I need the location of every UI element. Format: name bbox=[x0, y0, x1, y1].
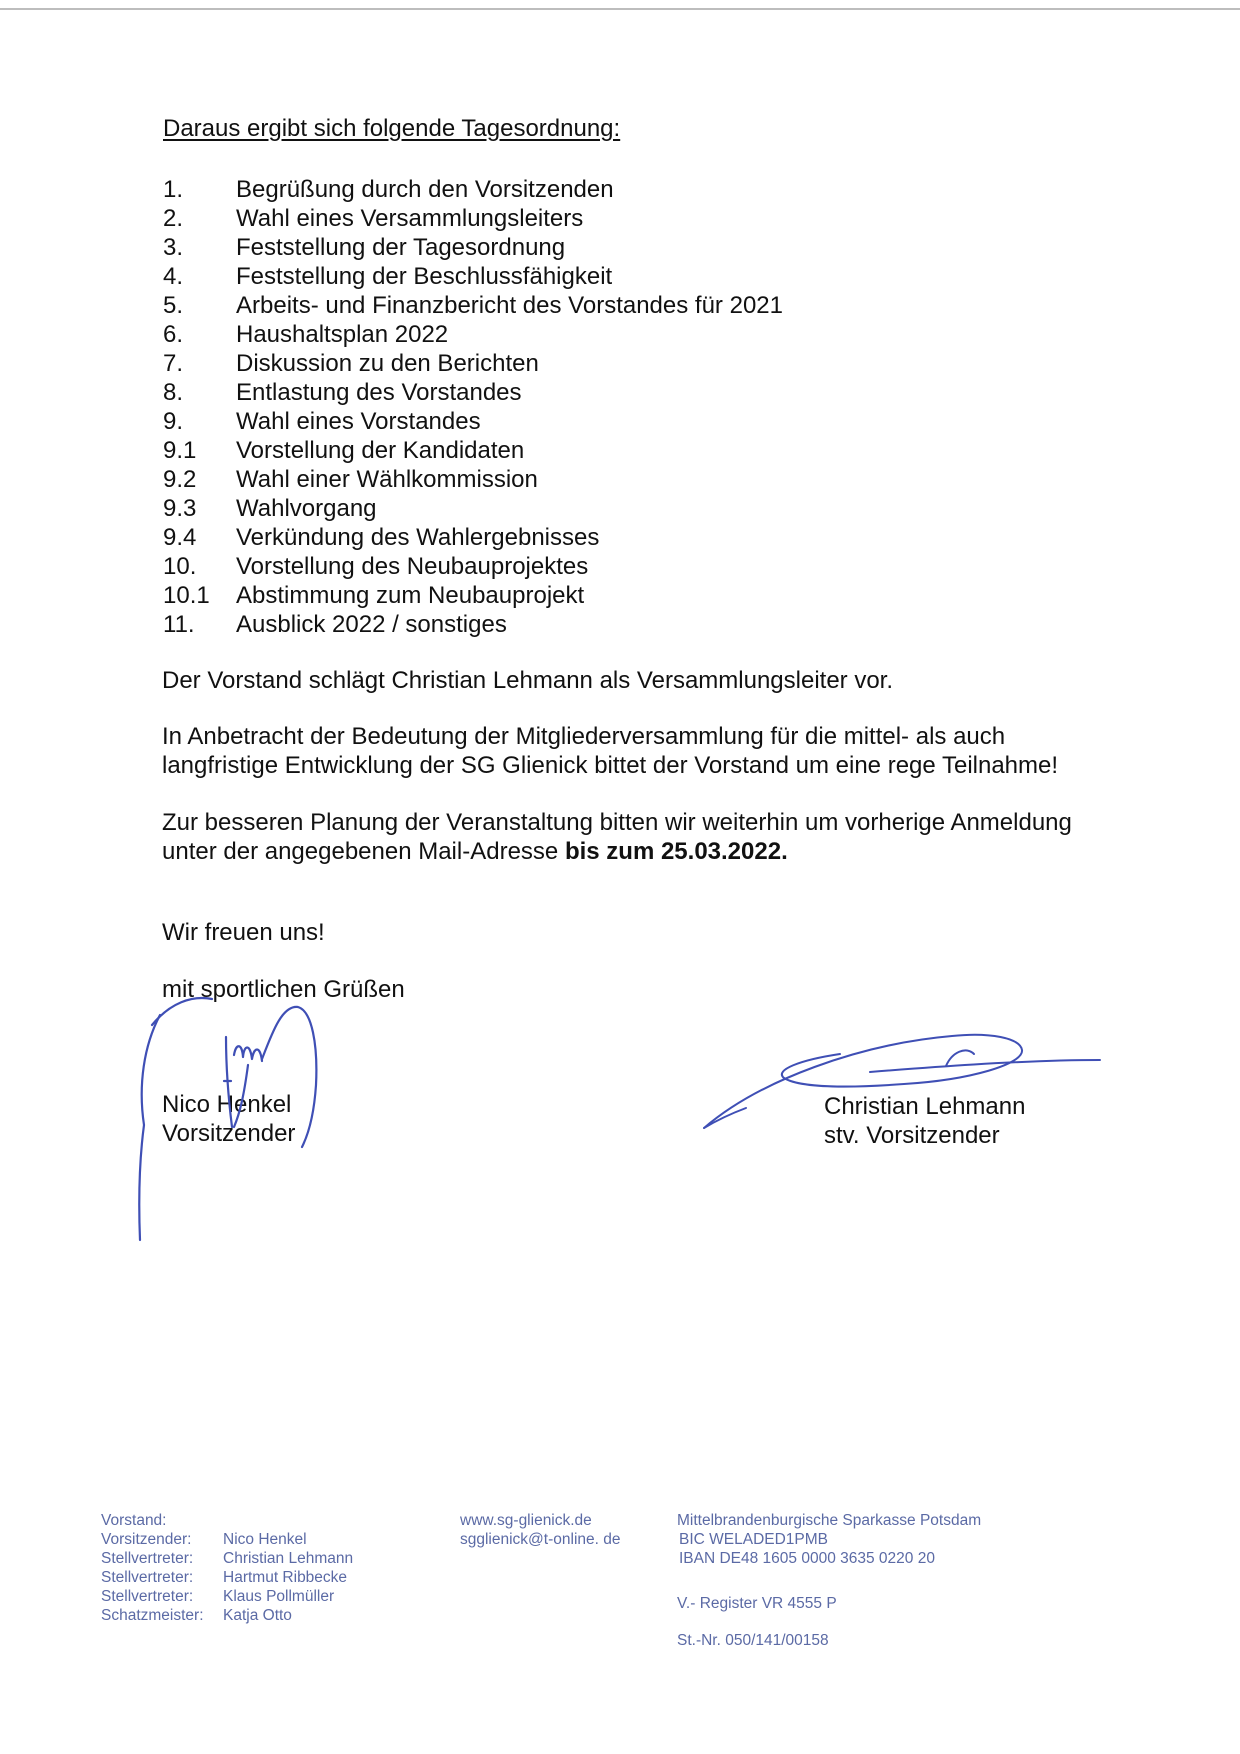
agenda-item-text: Wahl eines Versammlungsleiters bbox=[236, 205, 584, 232]
agenda-item bbox=[163, 465, 783, 494]
agenda-item bbox=[163, 523, 783, 552]
footer-board-role: Stellvertreter: bbox=[101, 1569, 194, 1586]
agenda-item bbox=[163, 262, 783, 291]
agenda-item-number: 9. bbox=[163, 408, 184, 435]
agenda-item-number: 8. bbox=[163, 379, 184, 406]
agenda-item-text: Feststellung der Beschlussfähigkeit bbox=[236, 263, 613, 290]
agenda-item bbox=[163, 436, 783, 465]
footer-board-label: Vorstand: bbox=[101, 1512, 167, 1529]
agenda-item-text: Ausblick 2022 / sonstiges bbox=[236, 611, 507, 638]
agenda-item-number: 11. bbox=[163, 611, 195, 638]
agenda-item-text: Wahl eines Vorstandes bbox=[236, 408, 481, 435]
footer-board-name: Christian Lehmann bbox=[223, 1550, 354, 1567]
footer-board bbox=[101, 1511, 353, 1625]
agenda-item-number: 9.2 bbox=[163, 466, 197, 493]
agenda-item-text: Wahl einer Wählkommission bbox=[236, 466, 538, 493]
footer-bic: BIC WELADED1PMB bbox=[679, 1531, 829, 1548]
footer-website: www.sg-glienick.de bbox=[460, 1512, 592, 1529]
agenda-item-number: 1. bbox=[163, 176, 184, 203]
agenda-item bbox=[163, 407, 783, 436]
footer-bank bbox=[677, 1511, 981, 1568]
greeting-line: mit sportlichen Grüßen bbox=[162, 976, 405, 1003]
agenda-item bbox=[163, 610, 783, 639]
registration-line bbox=[162, 837, 1072, 866]
agenda-item-number: 5. bbox=[163, 292, 184, 319]
registration-paragraph bbox=[162, 808, 1072, 866]
importance-paragraph bbox=[162, 722, 1058, 780]
agenda-item-text: Wahlvorgang bbox=[236, 495, 377, 522]
signatory-name: Nico Henkel bbox=[162, 1091, 292, 1118]
agenda-item-text: Haushaltsplan 2022 bbox=[236, 321, 449, 348]
signatory-name: Christian Lehmann bbox=[824, 1093, 1026, 1120]
agenda-item-number: 7. bbox=[163, 350, 184, 377]
signature-henkel-icon bbox=[130, 985, 340, 1245]
agenda-item bbox=[163, 320, 783, 349]
footer-board-name: Hartmut Ribbecke bbox=[223, 1569, 348, 1586]
footer-contact bbox=[460, 1511, 621, 1549]
footer-tax-number: St.-Nr. 050/141/00158 bbox=[677, 1632, 829, 1649]
agenda-list bbox=[163, 175, 783, 639]
agenda-item bbox=[163, 204, 783, 233]
closing-line: Wir freuen uns! bbox=[162, 919, 325, 946]
agenda-item bbox=[163, 494, 783, 523]
agenda-item bbox=[163, 552, 783, 581]
agenda-item-number: 10. bbox=[163, 553, 197, 580]
footer-board-name: Nico Henkel bbox=[223, 1531, 307, 1548]
signatory-role: Vorsitzender bbox=[162, 1120, 296, 1147]
footer-board-role: Stellvertreter: bbox=[101, 1588, 194, 1605]
footer-board-name: Katja Otto bbox=[223, 1607, 292, 1624]
agenda-item-number: 6. bbox=[163, 321, 184, 348]
registration-text: unter der angegebenen Mail-Adresse bbox=[162, 838, 565, 865]
scan-edge-line bbox=[0, 8, 1240, 10]
agenda-item-text: Entlastung des Vorstandes bbox=[236, 379, 522, 406]
agenda-item bbox=[163, 175, 783, 204]
footer-board-row bbox=[101, 1606, 353, 1625]
importance-line: langfristige Entwicklung der SG Glienick bittet der Vorstand um eine rege Teilnahme! bbox=[162, 752, 1059, 779]
agenda-item-number: 2. bbox=[163, 205, 184, 232]
registration-line: Zur besseren Planung der Veranstaltung bitten wir weiterhin um vorherige Anmeldung bbox=[162, 809, 1072, 836]
agenda-item bbox=[163, 233, 783, 262]
signatory-role: stv. Vorsitzender bbox=[824, 1122, 1000, 1149]
agenda-item-number: 9.1 bbox=[163, 437, 197, 464]
registration-deadline: bis zum 25.03.2022. bbox=[564, 838, 788, 865]
leader-proposal-paragraph: Der Vorstand schlägt Christian Lehmann als Versammlungsleiter vor. bbox=[162, 667, 894, 694]
agenda-item bbox=[163, 581, 783, 610]
footer-iban: IBAN DE48 1605 0000 3635 0220 20 bbox=[679, 1550, 935, 1567]
agenda-item-number: 9.3 bbox=[163, 495, 197, 522]
footer-email: sgglienick@t-online. de bbox=[460, 1531, 621, 1548]
footer-board-name: Klaus Pollmüller bbox=[223, 1588, 335, 1605]
footer-board-row bbox=[101, 1530, 353, 1549]
footer-board-role: Vorsitzender: bbox=[101, 1531, 192, 1548]
agenda-item bbox=[163, 291, 783, 320]
footer-board-role: Schatzmeister: bbox=[101, 1607, 204, 1624]
agenda-item-number: 9.4 bbox=[163, 524, 197, 551]
footer-board-row bbox=[101, 1568, 353, 1587]
agenda-item-text: Feststellung der Tagesordnung bbox=[236, 234, 566, 261]
agenda-item-text: Arbeits- und Finanzbericht des Vorstandes für 2021 bbox=[236, 292, 783, 319]
agenda-heading: Daraus ergibt sich folgende Tagesordnung: bbox=[163, 115, 621, 142]
footer-bank-name: Mittelbrandenburgische Sparkasse Potsdam bbox=[677, 1512, 982, 1529]
agenda-item-text: Abstimmung zum Neubauprojekt bbox=[236, 582, 585, 609]
agenda-item-text: Vorstellung der Kandidaten bbox=[236, 437, 525, 464]
footer-board-row bbox=[101, 1549, 353, 1568]
agenda-item-number: 10.1 bbox=[163, 582, 210, 609]
agenda-item-text: Verkündung des Wahlergebnisses bbox=[236, 524, 600, 551]
footer-register: V.- Register VR 4555 P bbox=[677, 1595, 837, 1612]
importance-line: In Anbetracht der Bedeutung der Mitgliederversammlung für die mittel- als auch bbox=[162, 723, 1006, 750]
footer-board-role: Stellvertreter: bbox=[101, 1550, 194, 1567]
agenda-item-text: Vorstellung des Neubauprojektes bbox=[236, 553, 589, 580]
agenda-item-number: 3. bbox=[163, 234, 184, 261]
footer-board-row bbox=[101, 1587, 353, 1606]
agenda-item-text: Diskussion zu den Berichten bbox=[236, 350, 539, 377]
agenda-item-number: 4. bbox=[163, 263, 184, 290]
agenda-item bbox=[163, 349, 783, 378]
agenda-item bbox=[163, 378, 783, 407]
agenda-item-text: Begrüßung durch den Vorsitzenden bbox=[236, 176, 614, 203]
signature-lehmann-icon bbox=[690, 1010, 1110, 1130]
